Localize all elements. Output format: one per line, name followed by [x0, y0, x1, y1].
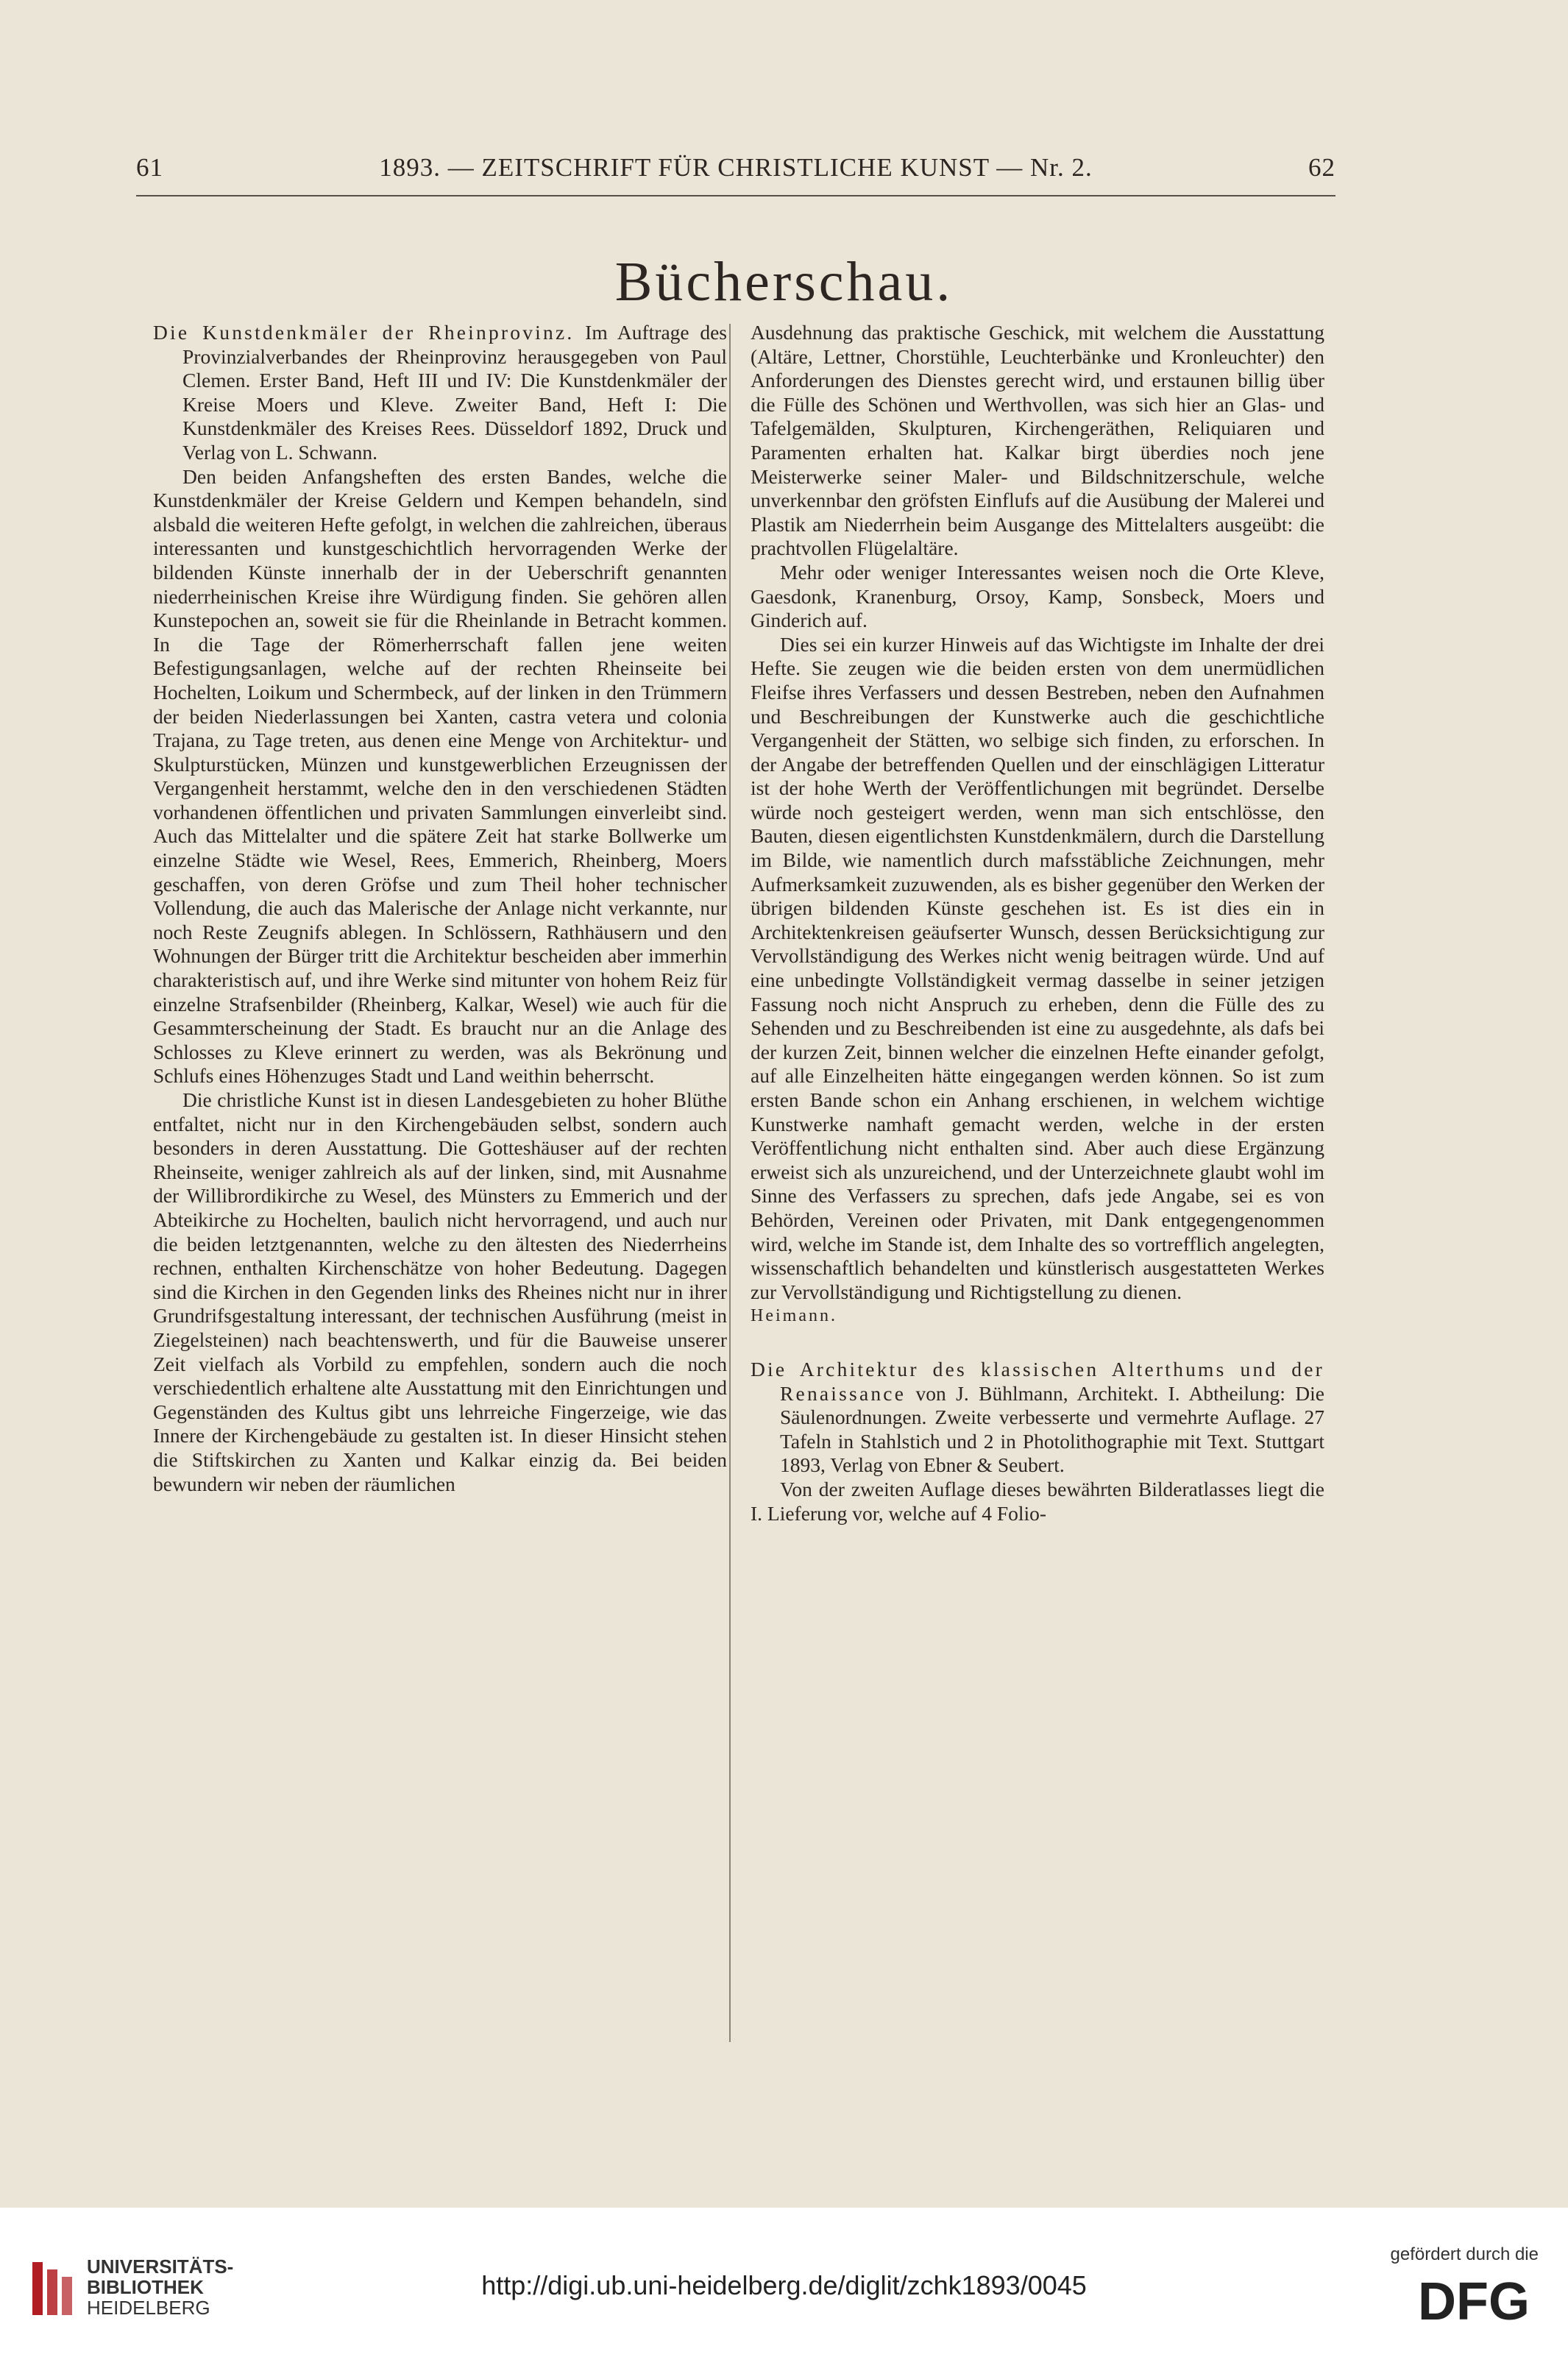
- paragraph-4: Mehr oder weniger Interessantes weisen noch die Orte Kleve, Gaesdonk, Kranenburg, Orsoy, Kamp, Sonsbeck, Moers und Ginderich auf.: [751, 560, 1324, 632]
- review-gap: [751, 1328, 1324, 1358]
- paragraph-5: Dies sei ein kurzer Hinweis auf das Wichtigste im Inhalte der drei Hefte. Sie zeugen wie die beiden ersten von dem unermüdlichen Fleifse ihres Verfassers und dessen Bestreben, neben den Aufnahmen und Beschreibungen der Kunstwerke auch die geschichtliche Vergangenheit der Stätten, wo selbige sich finden, zu erforschen. In der Angabe der betreffenden Quellen und der einschlägigen Litteratur ist der hohe Werth der Veröffentlichungen mit begründet. Derselbe würde noch gesteigert werden, wenn man sich entschlösse, den Bauten, diesen eigentlichsten Kunstdenkmälern, durch die Darstellung im Bilde, wie namentlich durch mafsstäbliche Zeichnungen, mehr Aufmerksamkeit zuzuwenden, als es bisher gegenüber den Werken der übrigen bildenden Künste geschehen ist. Es ist dies ein in Architektenkreisen geäufserter Wunsch, dessen Berücksichtigung zur Vervollständigung des Werkes nicht wenig beitragen würde. Und auf eine unbedingte Vollständigkeit vermag dasselbe in seiner jetzigen Fassung noch nicht Anspruch zu erheben, denn die Fülle des zu Sehenden und zu Beschreibenden ist eine zu ausgedehnte, als dafs bei der kurzen Zeit, binnen welcher die einzelnen Hefte einander gefolgt, auf alle Einzelheiten hätte eingegangen werden können. So ist zum ersten Bande schon ein Anhang erschienen, in welchem wichtige Kunstwerke namhaft gemacht werden, welche in der ersten Veröffentlichung nicht enthalten sind. Aber auch diese Ergänzung erweist sich als unzureichend, und der Unterzeichnete glaubt wohl im Sinne des Verfassers zu sprechen, dafs jede Angabe, sei es von Behörden, Vereinen oder Privaten, mit Dank entgegengenommen wird, welche im Stande ist, dem Inhalte des so vortrefflich angelegten, wissenschaftlich behandelten und künstlerisch ausgestatteten Werkes zur Vervollständigung und Richtigstellung zu dienen.: [751, 632, 1324, 1303]
- review-1-entry: [153, 321, 727, 465]
- dfg-logo-text: DFG: [1418, 2274, 1530, 2325]
- left-column: [153, 321, 727, 1496]
- page-number-right: 62: [1308, 153, 1335, 182]
- column-divider: [729, 324, 731, 2042]
- library-name-line-1: UNIVERSITÄTS-: [87, 2255, 234, 2278]
- header-rule: [136, 195, 1335, 196]
- page-number-left: 61: [136, 153, 163, 182]
- source-url-link[interactable]: http://digi.ub.uni-heidelberg.de/diglit/zchk1893/0045: [481, 2270, 1087, 2300]
- review-2-entry: [751, 1358, 1324, 1478]
- dfg-logo-icon: [1408, 2274, 1540, 2325]
- paragraph-2: Die christliche Kunst ist in diesen Landesgebieten zu hoher Blüthe entfaltet, nicht nur in den Kirchengebäuden selbst, sondern auch besonders in deren Ausstattung. Die Gotteshäuser auf der rechten Rheinseite, weniger zahlreich als auf der linken, sind, mit Ausnahme der Willibrordikirche zu Wesel, des Münsters zu Emmerich und der Abteikirche zu Hochelten, baulich nicht hervorragend, und auch nur die beiden letztgenannten, welche zu den ältesten des Niederrheins rechnen, enthalten Kirchenschätze von hoher Bedeutung. Dagegen sind die Kirchen in den Gegenden links des Rheines nicht nur in ihrer Grundrifsgestaltung interessant, der technischen Ausführung (meist in Ziegelsteinen) nach beachtenswerth, und für die Bauweise unserer Zeit vielfach als Vorbild zu empfehlen, sondern auch die noch verschiedentlich erhaltene alte Ausstattung mit den Einrichtungen und Gegenständen des Kultus gibt uns lehrreiche Fingerzeige, wie das Innere der Kirchengebäude zu gestalten ist. In dieser Hinsicht stehen die Stiftskirchen zu Xanten und Kalkar einzig da. Bei beiden bewundern wir neben der räumlichen: [153, 1088, 727, 1495]
- review-2-citation: von J. Bühlmann, Architekt. I. Abtheilung: Die Säulenordnungen. Zweite verbesserte und vermehrte Auflage. 27 Tafeln in Stahlstich und 2 in Photolithographie mit Text. Stuttgart 1893, Verlag von Ebner & Seubert.: [780, 1381, 1325, 1477]
- paragraph-6: Von der zweiten Auflage dieses bewährten Bilderatlasses liegt die I. Lieferung vor, welche auf 4 Folio-: [751, 1477, 1324, 1525]
- review-1-heading: Die Kunstdenkmäler der Rheinprovinz.: [153, 321, 575, 344]
- right-column: [751, 321, 1324, 1525]
- running-header: [136, 153, 1335, 187]
- section-title: Bücherschau.: [614, 251, 954, 313]
- funding-note: gefördert durch die: [1390, 2244, 1539, 2264]
- review-2-heading: Die Architektur des klassischen Alterthums und der Renaissance: [751, 1357, 1324, 1405]
- paragraph-3: Ausdehnung das praktische Geschick, mit welchem die Ausstattung (Altäre, Lettner, Chorstühle, Leuchterbänke und Kronleuchter) den Anforderungen des Dienstes gerecht wird, und erstaunen billig über die Fülle des Schönen und Werthvollen, was sich hier an Glas- und Tafelgemälden, Skulpturen, Kirchengeräthen, Reliquiaren und Paramenten erhalten hat. Kalkar birgt überdies noch jene Meisterwerke seiner Maler- und Bildschnitzerschule, welche unverkennbar den gröfsten Einflufs auf die Ausübung der Malerei und Plastik am Niederrhein beim Ausgange des Mittelalters ausgeübt: die prachtvollen Flügelaltäre.: [751, 321, 1324, 560]
- journal-title: 1893. — ZEITSCHRIFT FÜR CHRISTLICHE KUNST — Nr. 2.: [379, 153, 1093, 182]
- signature: Heimann.: [751, 1306, 837, 1326]
- paragraph-1: Den beiden Anfangsheften des ersten Bandes, welche die Kunstdenkmäler der Kreise Geldern und Kempen behandeln, sind alsbald die weiteren Hefte gefolgt, in welchen die zahlreichen, überaus interessanten und kunstgeschichtlich hervorragenden Werke der bildenden Künste innerhalb der in der Ueberschrift genannten niederrheinischen Kreise ihre Würdigung finden. Sie gehören allen Kunstepochen an, soweit sie für die Rheinlande in Betracht kommen. In die Tage der Römerherrschaft fallen jene weiten Befestigungsanlagen, welche auf der rechten Rheinseite bei Hochelten, Loikum und Schermbeck, auf der linken in den Trümmern der beiden Niederlassungen bei Xanten, castra vetera und colonia Trajana, zu Tage treten, aus denen eine Menge von Architektur- und Skulpturstücken, Münzen und kunstgewerblichen Erzeugnissen der Vergangenheit herstammt, welche den in den verschiedenen Städten vorhandenen öffentlichen und privaten Sammlungen einverleibt sind. Auch das Mittelalter und die spätere Zeit hat starke Bollwerke um einzelne Städte wie Wesel, Rees, Emmerich, Rheinberg, Moers geschaffen, von deren Gröfse und zum Theil hoher technischer Vollendung, die auch das Malerische der Anlage nicht verkannte, nur noch Reste Zeugnifs ablegen. In Schlössern, Rathhäusern und den Wohnungen der Bürger tritt die Architektur bescheiden aber immerhin charakteristisch auf, und ihre Werke sind mitunter von hohem Reiz für einzelne Strafsenbilder (Rheinberg, Kalkar, Wesel) wie auch für die Gesammterscheinung der Stadt. Es braucht nur an die Anlage des Schlosses zu Kleve erinnert zu werden, was als Bekrönung und Schlufs eines Höhenzuges Stadt und Land weithin beherrscht.: [153, 464, 727, 1088]
- review-1-citation: Im Auftrage des Provinzialverbandes der Rheinprovinz herausgegeben von Paul Clemen. Erster Band, Heft III und IV: Die Kunstdenkmäler der Kreise Moers und Kleve. Zweiter Band, Heft I: Die Kunstdenkmäler des Kreises Rees. Düsseldorf 1892, Druck und Verlag von L. Schwann.: [182, 321, 727, 464]
- library-name-line-3: HEIDELBERG: [87, 2297, 210, 2319]
- library-name-line-2: BIBLIOTHEK: [87, 2276, 204, 2298]
- digitization-footer: [0, 2208, 1568, 2371]
